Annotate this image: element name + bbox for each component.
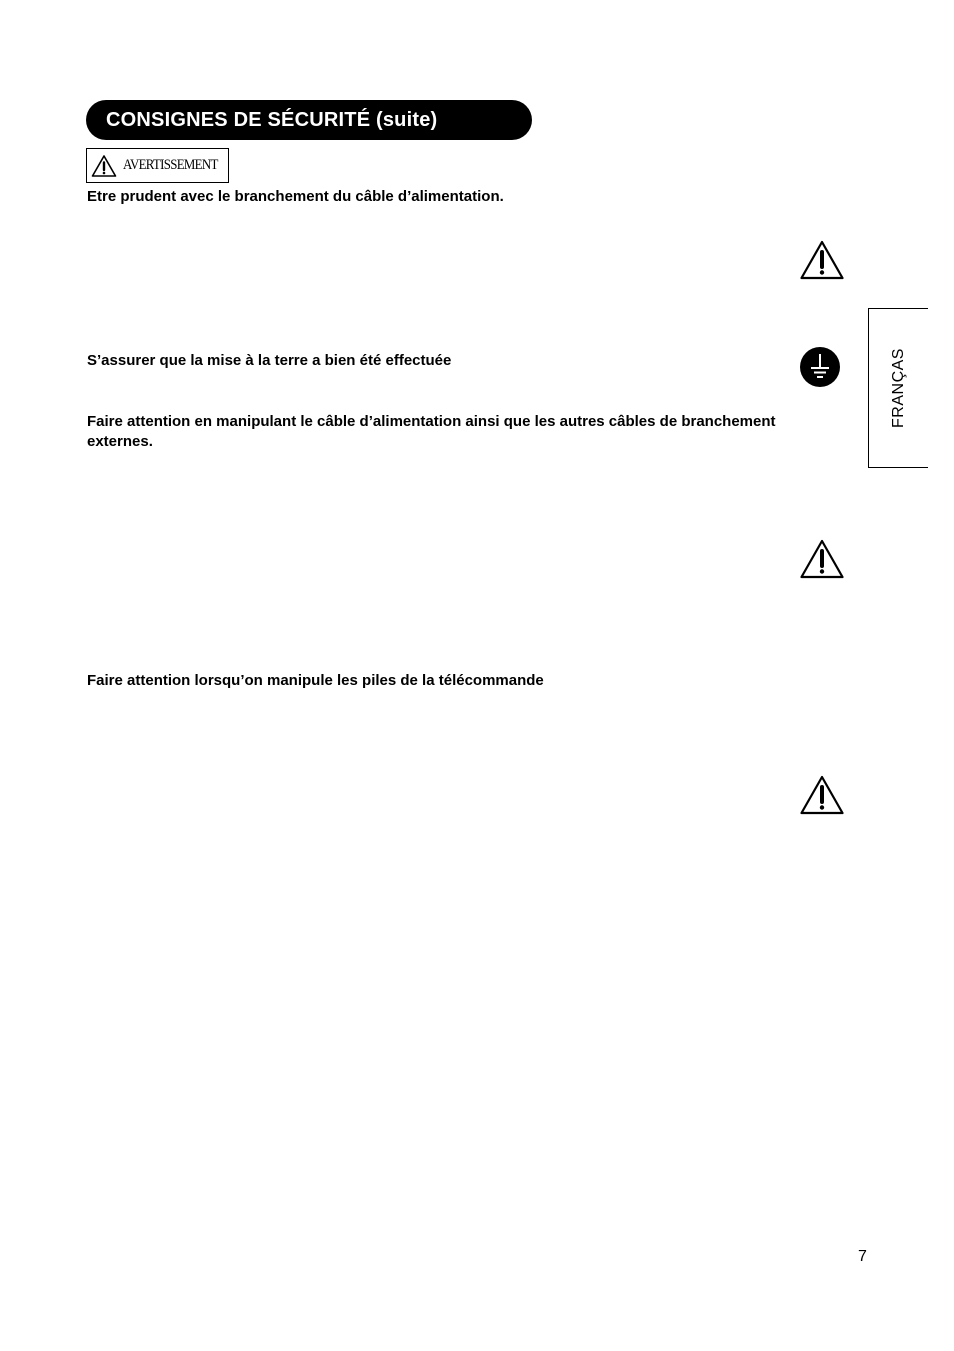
warning-label: AVERTISSEMENT: [123, 157, 218, 173]
warning-triangle-icon: [91, 154, 117, 178]
section-title: CONSIGNES DE SÉCURITÉ (suite): [106, 108, 438, 131]
section-heading-grounding: S’assurer que la mise à la terre a bien été effectuée: [87, 352, 452, 369]
warning-triangle-icon: [800, 240, 844, 280]
section-heading-power-cable: Etre prudent avec le branchement du câble d’alimentation.: [87, 188, 504, 205]
section-header: [86, 100, 532, 140]
warning-triangle-icon: [800, 775, 844, 815]
warning-label-box: [86, 148, 229, 183]
section-heading-external-cables: Faire attention en manipulant le câble d’alimentation ainsi que les autres câbles de branchement externes.: [87, 413, 776, 450]
section-heading-batteries: Faire attention lorsqu’on manipule les piles de la télécommande: [87, 672, 544, 689]
language-tab: [868, 308, 928, 468]
language-tab-label: FRANÇAS: [889, 348, 907, 428]
warning-triangle-icon: [800, 539, 844, 579]
page-number: 7: [858, 1248, 867, 1265]
ground-icon: [799, 346, 841, 388]
